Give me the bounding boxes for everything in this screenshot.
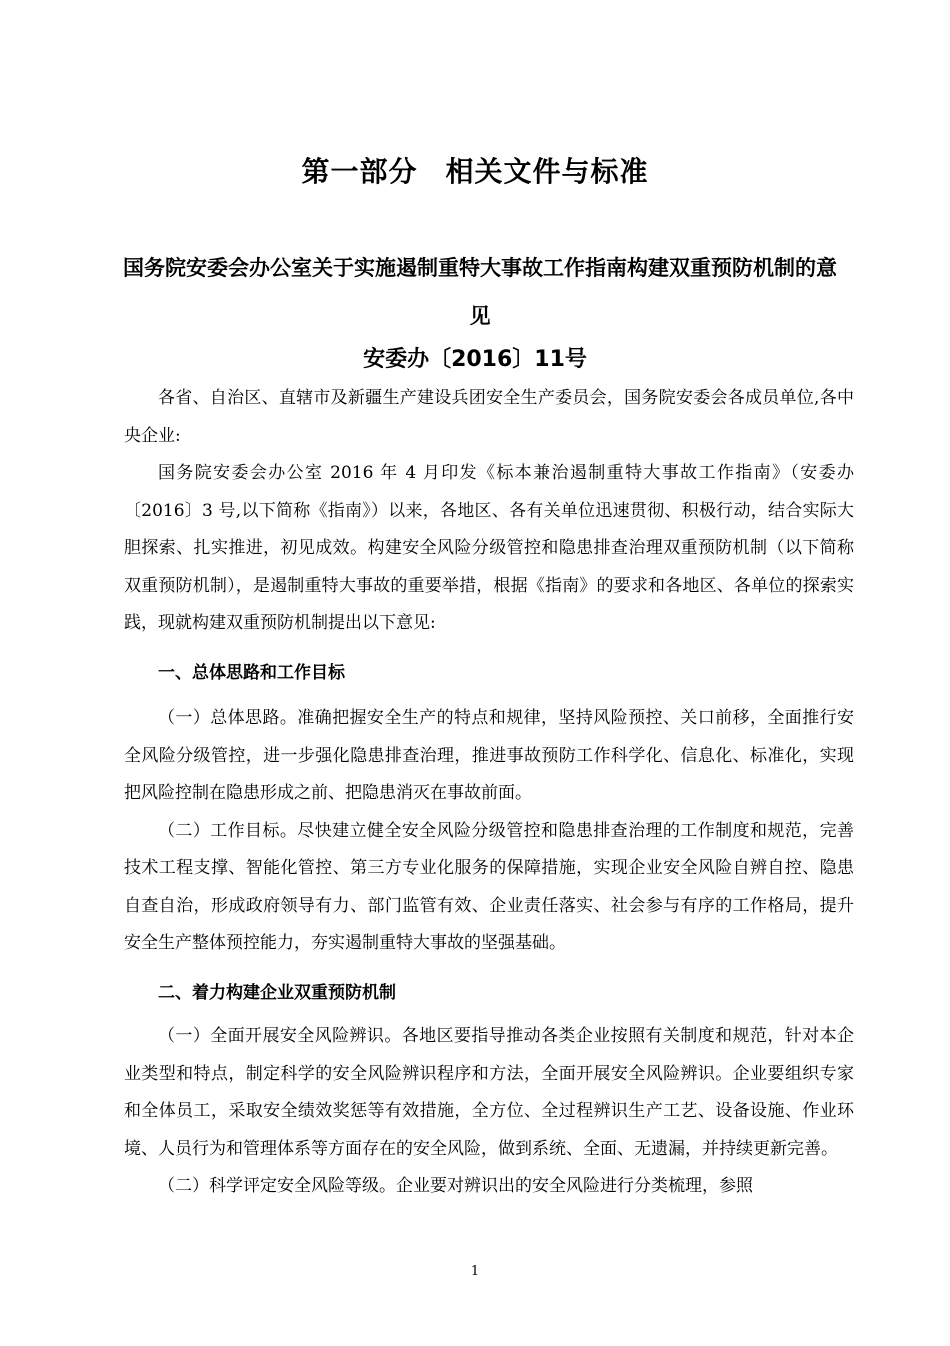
intro-paragraph: 国务院安委会办公室 2016 年 4 月印发《标本兼治遏制重特大事故工作指南》（安委办〔2016〕3 号,以下简称《指南》）以来，各地区、各有关单位迅速贯彻、积极行动，结合实际大胆探索、扎实推进，初见成效。构建安全风险分级管控和隐患排查治理双重预防机制（以下简称双重预防机制），是遏制重特大事故的重要举措，根据《指南》的要求和各地区、各单位的探索实践，现就构建双重预防机制提出以下意见:: [124, 463, 854, 633]
intro-section: [124, 455, 854, 643]
section1-paragraph-2: （二）工作目标。尽快建立健全安全风险分级管控和隐患排查治理的工作制度和规范，完善技术工程支撑、智能化管控、第三方专业化服务的保障措施，实现企业安全风险自辨自控、隐患自查自治，形成政府领导有力、部门监管有效、企业责任落实、社会参与有序的工作格局，提升安全生产整体预控能力，夯实遏制重特大事故的坚强基础。: [124, 820, 854, 953]
part-name: 相关文件与标准: [445, 155, 649, 188]
section2-heading: 二、着力构建企业双重预防机制: [158, 983, 396, 1003]
section1-heading: 一、总体思路和工作目标: [158, 663, 345, 683]
section2-paragraph-2: （二）科学评定安全风险等级。企业要对辨识出的安全风险进行分类梳理，参照: [158, 1176, 753, 1196]
document-title: 国务院安委会办公室关于实施遏制重特大事故工作指南构建双重预防机制的意见: [123, 256, 837, 328]
section1-body: [124, 700, 854, 963]
salutation-text: 各省、自治区、直辖市及新疆生产建设兵团安全生产委员会，国务院安委会各成员单位,各中央企业:: [124, 388, 854, 446]
part-title: [0, 150, 950, 190]
salutation: [124, 380, 854, 455]
page-number: 1: [470, 1264, 480, 1279]
section1-paragraph-1: （一）总体思路。准确把握安全生产的特点和规律，坚持风险预控、关口前移，全面推行安全风险分级管控，进一步强化隐患排查治理，推进事故预防工作科学化、信息化、标准化，实现把风险控制在隐患形成之前、把隐患消灭在事故前面。: [124, 708, 854, 803]
document-number: 安委办〔2016〕11号: [363, 347, 587, 372]
section2-paragraph-1: （一）全面开展安全风险辨识。各地区要指导推动各类企业按照有关制度和规范，针对本企业类型和特点，制定科学的安全风险辨识程序和方法，全面开展安全风险辨识。企业要组织专家和全体员工，采取安全绩效奖惩等有效措施，全方位、全过程辨识生产工艺、设备设施、作业环境、人员行为和管理体系等方面存在的安全风险，做到系统、全面、无遗漏，并持续更新完善。: [124, 1026, 854, 1159]
part-label: 第一部分: [301, 155, 418, 188]
section2-body: [124, 1018, 854, 1206]
